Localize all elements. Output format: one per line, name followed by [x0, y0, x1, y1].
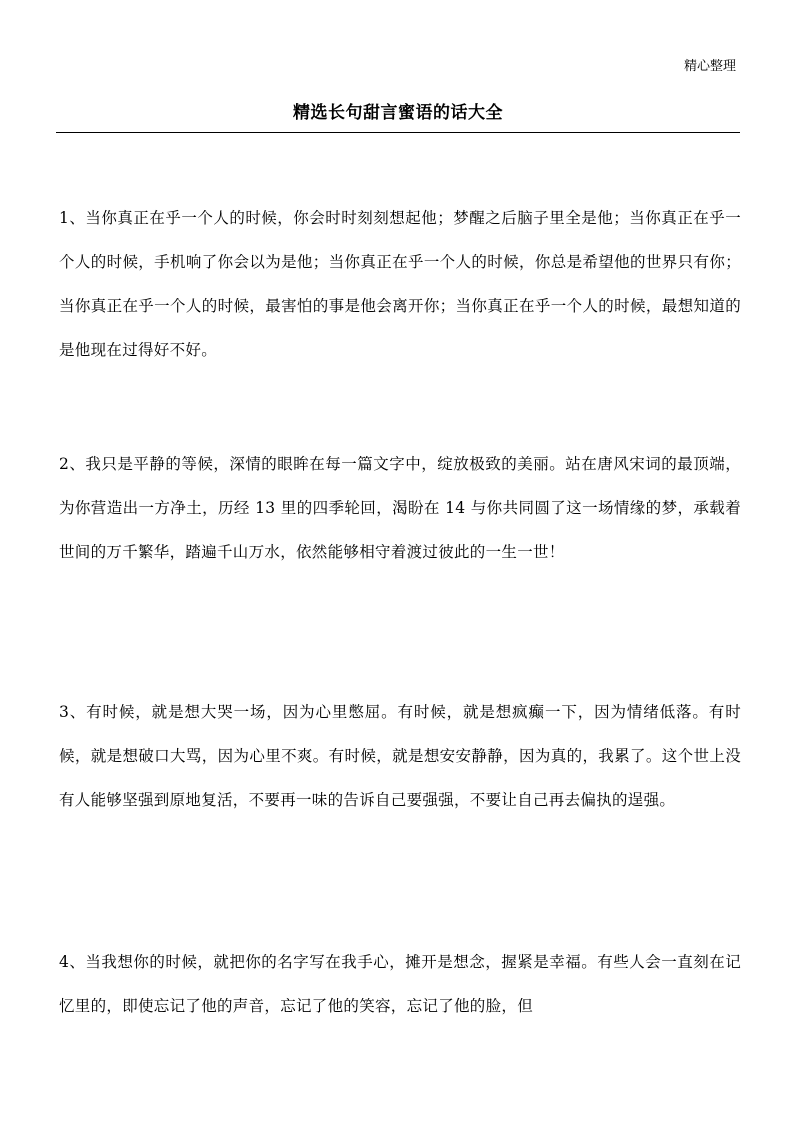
paragraph-1: 1、当你真正在乎一个人的时候，你会时时刻刻想起他；梦醒之后脑子里全是他；当你真正在乎一个人的时候，手机响了你会以为是他；当你真正在乎一个人的时候，你总是希望他的世界只有你；当你真正在乎一个人的时候，最害怕的事是他会离开你；当你真正在乎一个人的时候，最想知道的是他现在过得好不好。 — [59, 209, 741, 359]
paragraph-4: 4、当我想你的时候，就把你的名字写在我手心，摊开是想念，握紧是幸福。有些人会一直刻在记忆里的，即使忘记了他的声音，忘记了他的笑容，忘记了他的脸，但 — [59, 953, 741, 1015]
header-note: 精心整理 — [683, 59, 736, 74]
paragraph-2: 2、我只是平静的等候，深情的眼眸在每一篇文字中，绽放极致的美丽。站在唐风宋词的最顶端，为你营造出一方净土，历经 13 里的四季轮回，渴盼在 14 与你共同圆了这一场情缘的梦，承载着世间的万千繁华，踏遍千山万水，依然能够相守着渡过彼此的一生一世！ — [59, 455, 741, 561]
title-divider — [56, 132, 740, 133]
paragraph-3: 3、有时候，就是想大哭一场，因为心里憋屈。有时候，就是想疯癫一下，因为情绪低落。有时候，就是想破口大骂，因为心里不爽。有时候，就是想安安静静，因为真的，我累了。这个世上没有人能够坚强到原地复活，不要再一味的告诉自己要强强，不要让自己再去偏执的逞强。 — [59, 703, 741, 809]
page-title: 精选长句甜言蜜语的话大全 — [293, 103, 503, 123]
